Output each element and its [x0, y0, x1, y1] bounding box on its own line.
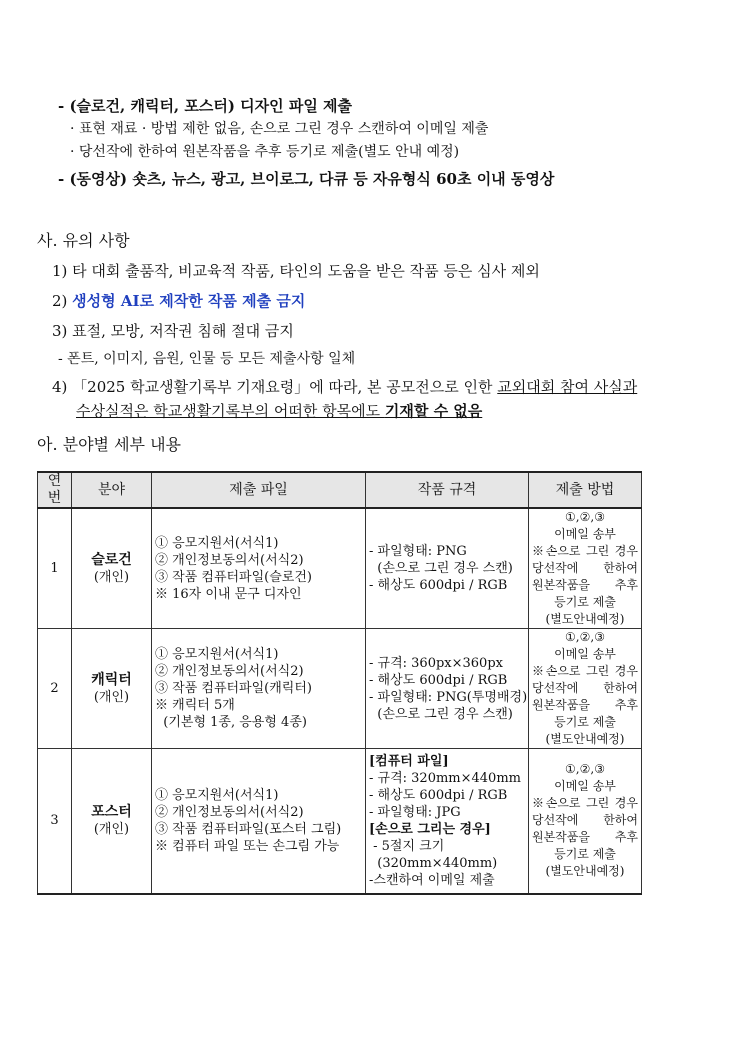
note-item-2 [52, 290, 305, 311]
method-item: 이메일 송부 [554, 527, 616, 541]
method-item: 등기로 제출 [554, 715, 616, 729]
spec-item: - 파일형태: PNG [369, 544, 467, 559]
file-item: ③ 작품 컴퓨터파일(슬로건) [155, 569, 312, 585]
spec-item: - 규격: 320mm×440mm [369, 770, 521, 786]
note-item-3: 3) 표절, 모방, 저작권 침해 절대 금지 [52, 322, 294, 340]
note-item-4-b: 교외대회 참여 사실과 [497, 378, 638, 396]
file-item: ③ 작품 컴퓨터파일(캐릭터) [155, 681, 312, 696]
field-name: 포스터 [91, 803, 132, 820]
note-item-4-a: 4) 「2025 학교생활기록부 기재요령」에 따라, 본 공모전으로 인한 [52, 378, 498, 396]
header-no: 연번 [38, 472, 72, 508]
row-field [72, 508, 152, 629]
spec-item: - 해상도 600dpi / RGB [369, 578, 508, 593]
method-item: 이메일 송부 [554, 647, 616, 661]
table-header-row [38, 472, 642, 508]
row-field [72, 629, 152, 749]
spec-item: - 해상도 600dpi / RGB [369, 787, 508, 803]
details-table [37, 471, 642, 895]
spec-item: -스캔하여 이메일 제출 [369, 872, 495, 888]
method-item: 원본작품을 추후 [532, 830, 638, 845]
row-files [152, 508, 366, 629]
row-no: 1 [38, 508, 72, 629]
method-item: 당선작에 한하여 [532, 561, 638, 575]
spec-item: - 해상도 600dpi / RGB [369, 672, 508, 688]
method-item: ※손으로 그린 경우 [532, 796, 638, 811]
row-no: 3 [38, 749, 72, 894]
method-item: ※손으로 그린 경우 [532, 544, 638, 558]
header-spec: 작품 규격 [366, 472, 529, 508]
bullet-original: · 당선작에 한하여 원본작품을 추후 등기로 제출(별도 안내 예정) [70, 144, 460, 160]
field-sub: (개인) [93, 569, 130, 585]
table-row [38, 508, 642, 629]
row-files [152, 629, 366, 749]
header-method: 제출 방법 [529, 472, 642, 508]
field-sub: (개인) [93, 689, 130, 705]
field-sub: (개인) [93, 821, 130, 837]
file-item: ※ 캐릭터 5개 [155, 698, 235, 713]
note-item-2-num: 2) [52, 292, 73, 310]
file-item: ※ 컴퓨터 파일 또는 손그림 가능 [155, 838, 340, 854]
file-item: ※ 16자 이내 문구 디자인 [155, 586, 302, 602]
row-no: 2 [38, 629, 72, 749]
header-field: 분야 [72, 472, 152, 508]
file-item: ③ 작품 컴퓨터파일(포스터 그림) [155, 821, 342, 837]
video-line: - (동영상) 숏츠, 뉴스, 광고, 브이로그, 다큐 등 자유형식 60초 이내 동영상 [58, 170, 555, 188]
method-item: 이메일 송부 [554, 779, 616, 794]
file-item: ① 응모지원서(서식1) [155, 787, 279, 803]
row-method [529, 749, 642, 894]
spec-item: [손으로 그리는 경우] [369, 821, 491, 837]
details-heading: 아. 분야별 세부 내용 [37, 435, 181, 454]
row-files [152, 749, 366, 894]
method-item: 당선작에 한하여 [532, 813, 638, 828]
file-item: ② 개인정보동의서(서식2) [155, 552, 304, 568]
spec-item: [컴퓨터 파일] [369, 753, 449, 769]
method-item: 원본작품을 추후 [532, 578, 638, 592]
row-spec [366, 508, 529, 629]
field-name: 슬로건 [91, 551, 132, 568]
method-item: ①,②,③ [565, 762, 605, 777]
spec-item: (손으로 그린 경우 스캔) [369, 561, 513, 576]
method-item: (별도안내예정) [545, 864, 625, 879]
field-name: 캐릭터 [91, 671, 132, 688]
file-item: ② 개인정보동의서(서식2) [155, 664, 304, 679]
file-item: ① 응모지원서(서식1) [155, 647, 279, 662]
method-item: ①,②,③ [565, 510, 605, 524]
row-method [529, 629, 642, 749]
design-file-line: - (슬로건, 캐릭터, 포스터) 디자인 파일 제출 [58, 97, 353, 115]
spec-item: - 5절지 크기 [369, 838, 445, 854]
row-spec [366, 629, 529, 749]
row-method [529, 508, 642, 629]
note-item-4-line1 [52, 376, 637, 397]
row-field [72, 749, 152, 894]
spec-item: - 파일형태: PNG(투명배경) [369, 689, 528, 705]
note-item-2-text: 생성형 AI로 제작한 작품 제출 금지 [72, 292, 306, 310]
bullet-expression: · 표현 재료 · 방법 제한 없음, 손으로 그린 경우 스캔하여 이메일 제출 [70, 121, 489, 137]
spec-item: (320mm×440mm) [369, 855, 498, 871]
spec-item: - 규격: 360px×360px [369, 655, 503, 671]
table-row [38, 629, 642, 749]
spec-item: - 파일형태: JPG [369, 804, 461, 820]
spec-item: (손으로 그린 경우 스캔) [369, 706, 513, 722]
file-item: ① 응모지원서(서식1) [155, 535, 279, 551]
note-item-4-c: 수상실적은 학교생활기록부의 어떠한 항목에도 [76, 402, 385, 420]
note-item-1: 1) 타 대회 출품작, 비교육적 작품, 타인의 도움을 받은 작품 등은 심사 제외 [52, 262, 540, 280]
method-item: 등기로 제출 [554, 847, 616, 862]
method-item: 등기로 제출 [554, 595, 616, 609]
method-item: 당선작에 한하여 [532, 681, 638, 695]
method-item: (별도안내예정) [545, 612, 625, 626]
table-row [38, 749, 642, 894]
method-item: ※손으로 그린 경우 [532, 664, 638, 678]
file-item: (기본형 1종, 응용형 4종) [155, 715, 307, 730]
note-item-3-sub: - 폰트, 이미지, 음원, 인물 등 모든 제출사항 일체 [58, 351, 356, 367]
notes-heading: 사. 유의 사항 [37, 231, 130, 250]
row-spec [366, 749, 529, 894]
header-files: 제출 파일 [152, 472, 366, 508]
method-item: (별도안내예정) [545, 732, 625, 746]
method-item: 원본작품을 추후 [532, 698, 638, 712]
note-item-4-d: 기재할 수 없음 [384, 402, 483, 420]
method-item: ①,②,③ [565, 630, 605, 644]
note-item-4-line2 [76, 400, 482, 421]
file-item: ② 개인정보동의서(서식2) [155, 804, 304, 820]
